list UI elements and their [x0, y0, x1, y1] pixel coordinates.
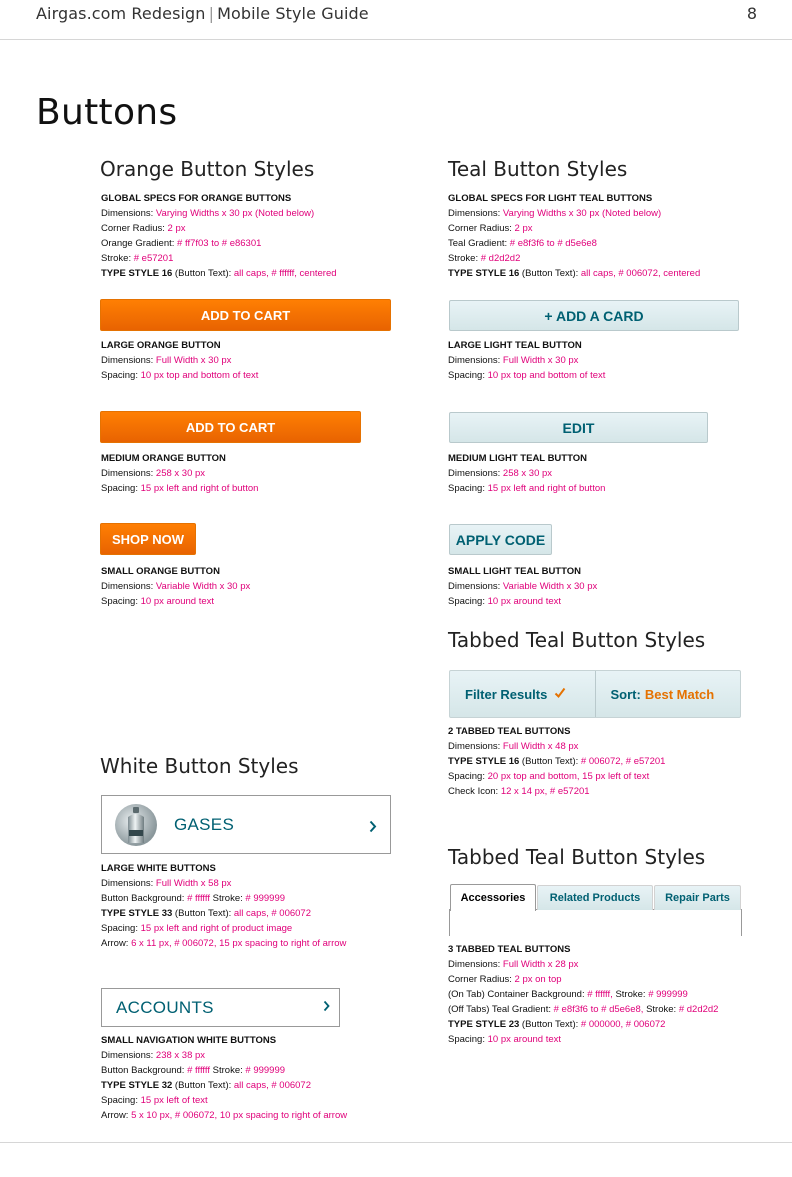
- spec-label: Button Background:: [101, 1065, 185, 1076]
- large-teal-heading: LARGE LIGHT TEAL BUTTON: [448, 340, 582, 351]
- spec-label: Spacing:: [448, 771, 485, 782]
- spec-value: 20 px top and bottom, 15 px left of text: [487, 771, 650, 782]
- spec-label: Stroke:: [646, 1004, 677, 1015]
- gas-cylinder-icon: [114, 803, 158, 847]
- spec-label: Corner Radius:: [101, 223, 165, 234]
- spec-value: # ffffff: [187, 1065, 210, 1076]
- orange-global-heading: GLOBAL SPECS FOR ORANGE BUTTONS: [101, 193, 292, 204]
- footer-divider: [0, 1142, 792, 1143]
- spec-value: # 999999: [245, 893, 286, 904]
- spec-value: 258 x 30 px: [502, 468, 553, 479]
- spec-value: 10 px top and bottom of text: [487, 370, 606, 381]
- chevron-right-icon: [323, 997, 330, 1017]
- tab-container: [449, 909, 742, 936]
- spec-value: Variable Width x 30 px: [502, 581, 598, 592]
- spec-label: TYPE STYLE 33: [101, 908, 173, 919]
- spec-value: 15 px left and right of button: [487, 483, 606, 494]
- spec-value: Full Width x 30 px: [502, 355, 579, 366]
- orange-global-specs: [101, 191, 337, 281]
- spec-label: (Button Text):: [521, 268, 579, 279]
- white-section-title: White Button Styles: [100, 754, 299, 778]
- spec-value: Variable Width x 30 px: [155, 581, 251, 592]
- add-to-cart-medium-button[interactable]: ADD TO CART: [100, 411, 361, 443]
- small-teal-heading: SMALL LIGHT TEAL BUTTON: [448, 566, 581, 577]
- spec-value: 12 x 14 px, # e57201: [500, 786, 590, 797]
- two-tabbed-teal-buttons: [449, 670, 741, 718]
- sort-label: Sort:: [610, 686, 641, 702]
- teal-global-heading: GLOBAL SPECS FOR LIGHT TEAL BUTTONS: [448, 193, 653, 204]
- spec-label: Spacing:: [101, 923, 138, 934]
- title-separator: |: [208, 4, 215, 23]
- spec-label: Spacing:: [101, 483, 138, 494]
- page-number: 8: [746, 4, 757, 23]
- spec-value: # ffffff,: [587, 989, 613, 1000]
- spec-label: Dimensions:: [448, 741, 501, 752]
- spec-value: # e8f3f6 to # d5e6e8: [509, 238, 597, 249]
- gases-button[interactable]: [101, 795, 391, 854]
- orange-section-title: Orange Button Styles: [100, 157, 315, 181]
- spec-label: (Button Text):: [521, 756, 579, 767]
- spec-label: Button Background:: [101, 893, 185, 904]
- spec-value: Full Width x 48 px: [502, 741, 579, 752]
- spec-value: # e8f3f6 to # d5e6e8,: [553, 1004, 644, 1015]
- spec-value: # 999999: [648, 989, 688, 1000]
- teal-global-specs: [448, 191, 700, 281]
- medium-teal-heading: MEDIUM LIGHT TEAL BUTTON: [448, 453, 587, 464]
- spec-label: Dimensions:: [101, 208, 154, 219]
- three-tabbed-teal-buttons: [449, 884, 742, 936]
- spec-label: Corner Radius:: [448, 974, 512, 985]
- gases-label: GASES: [174, 814, 235, 834]
- accounts-button[interactable]: [101, 988, 340, 1027]
- edit-button[interactable]: EDIT: [449, 412, 708, 443]
- spec-value: 15 px left and right of product image: [140, 923, 293, 934]
- apply-code-button[interactable]: APPLY CODE: [449, 524, 552, 555]
- spec-value: Varying Widths x 30 px (Noted below): [502, 208, 662, 219]
- two-tabbed-heading: 2 TABBED TEAL BUTTONS: [448, 726, 571, 737]
- sort-button[interactable]: [595, 671, 741, 717]
- large-orange-heading: LARGE ORANGE BUTTON: [101, 340, 221, 351]
- spec-label: (Button Text):: [521, 1019, 579, 1030]
- spec-label: Spacing:: [448, 596, 485, 607]
- spec-value: 238 x 38 px: [155, 1050, 206, 1061]
- check-icon: [554, 686, 566, 702]
- spec-label: Arrow:: [101, 1110, 129, 1121]
- spec-value: 2 px: [167, 223, 186, 234]
- spec-label: Dimensions:: [448, 468, 501, 479]
- spec-label: Spacing:: [101, 596, 138, 607]
- page-title: Buttons: [36, 92, 178, 133]
- spec-label: Stroke:: [101, 253, 132, 264]
- spec-label: TYPE STYLE 16: [101, 268, 173, 279]
- small-orange-specs: [101, 564, 250, 609]
- spec-label: Dimensions:: [101, 581, 154, 592]
- spec-value: 15 px left of text: [140, 1095, 208, 1106]
- page-header: [0, 0, 792, 40]
- spec-label: TYPE STYLE 16: [448, 268, 520, 279]
- spec-value: Varying Widths x 30 px (Noted below): [155, 208, 315, 219]
- document-title: [36, 4, 369, 23]
- spec-value: 2 px: [514, 223, 533, 234]
- spec-label: Stroke:: [212, 1065, 243, 1076]
- spec-value: 10 px around text: [487, 596, 562, 607]
- spec-value: # d2d2d2: [678, 1004, 719, 1015]
- spec-value: all caps, # 006072, centered: [580, 268, 701, 279]
- spec-label: Dimensions:: [448, 959, 501, 970]
- spec-label: TYPE STYLE 23: [448, 1019, 520, 1030]
- spec-value: 258 x 30 px: [155, 468, 206, 479]
- spec-label: Teal Gradient:: [448, 238, 508, 249]
- spec-label: (Button Text):: [174, 908, 232, 919]
- spec-value: 6 x 11 px, # 006072, 15 px spacing to right of arrow: [131, 938, 347, 949]
- spec-label: Dimensions:: [101, 468, 154, 479]
- spec-label: Dimensions:: [448, 355, 501, 366]
- spec-label: TYPE STYLE 32: [101, 1080, 173, 1091]
- spec-label: (Off Tabs) Teal Gradient:: [448, 1004, 551, 1015]
- two-tabbed-specs: [448, 724, 665, 799]
- spec-value: all caps, # 006072: [233, 908, 312, 919]
- spec-label: Orange Gradient:: [101, 238, 175, 249]
- large-teal-specs: [448, 338, 605, 383]
- spec-value: 10 px top and bottom of text: [140, 370, 259, 381]
- spec-value: # d2d2d2: [480, 253, 521, 264]
- spec-label: Dimensions:: [101, 355, 154, 366]
- spec-value: Full Width x 58 px: [155, 878, 232, 889]
- spec-label: (On Tab) Container Background:: [448, 989, 585, 1000]
- shop-now-button[interactable]: SHOP NOW: [100, 523, 196, 555]
- small-teal-specs: [448, 564, 597, 609]
- spec-value: 10 px around text: [487, 1034, 562, 1045]
- spec-label: (Button Text):: [174, 268, 232, 279]
- small-white-specs: [101, 1033, 347, 1123]
- medium-orange-heading: MEDIUM ORANGE BUTTON: [101, 453, 226, 464]
- document-title-right: Mobile Style Guide: [217, 4, 369, 23]
- large-orange-specs: [101, 338, 258, 383]
- tab-accessories[interactable]: Accessories: [450, 884, 536, 911]
- spec-label: Corner Radius:: [448, 223, 512, 234]
- spec-value: # ff7f03 to # e86301: [177, 238, 262, 249]
- spec-label: Spacing:: [448, 1034, 485, 1045]
- spec-value: 5 x 10 px, # 006072, 10 px spacing to right of arrow: [131, 1110, 348, 1121]
- spec-label: Stroke:: [212, 893, 243, 904]
- spec-value: # e57201: [133, 253, 174, 264]
- tabbed-teal-section-title: Tabbed Teal Button Styles: [448, 628, 706, 652]
- spec-value: 10 px around text: [140, 596, 215, 607]
- small-orange-heading: SMALL ORANGE BUTTON: [101, 566, 220, 577]
- add-a-card-button[interactable]: + ADD A CARD: [449, 300, 739, 331]
- tab-related-products[interactable]: Related Products: [537, 885, 653, 910]
- spec-value: # 006072, # e57201: [580, 756, 666, 767]
- medium-teal-specs: [448, 451, 605, 496]
- filter-results-label: Filter Results: [465, 686, 548, 702]
- medium-orange-specs: [101, 451, 258, 496]
- spec-label: Dimensions:: [448, 581, 501, 592]
- chevron-right-icon: [369, 814, 377, 838]
- spec-label: Spacing:: [448, 483, 485, 494]
- spec-label: Check Icon:: [448, 786, 499, 797]
- spec-label: Spacing:: [101, 370, 138, 381]
- spec-label: Dimensions:: [101, 878, 154, 889]
- spec-label: Arrow:: [101, 938, 129, 949]
- teal-section-title: Teal Button Styles: [448, 157, 628, 181]
- tab-repair-parts[interactable]: Repair Parts: [654, 885, 741, 910]
- large-white-specs: [101, 861, 346, 951]
- document-title-left: Airgas.com Redesign: [36, 4, 206, 23]
- spec-value: # 999999: [245, 1065, 286, 1076]
- spec-value: all caps, # ffffff, centered: [233, 268, 337, 279]
- add-to-cart-large-button[interactable]: ADD TO CART: [100, 299, 391, 331]
- spec-value: all caps, # 006072: [233, 1080, 312, 1091]
- spec-label: Dimensions:: [101, 1050, 154, 1061]
- spec-label: Stroke:: [448, 253, 479, 264]
- spec-value: # ffffff: [187, 893, 210, 904]
- spec-label: Dimensions:: [448, 208, 501, 219]
- spec-label: TYPE STYLE 16: [448, 756, 520, 767]
- spec-label: Spacing:: [101, 1095, 138, 1106]
- spec-value: 15 px left and right of button: [140, 483, 259, 494]
- small-white-heading: SMALL NAVIGATION WHITE BUTTONS: [101, 1035, 277, 1046]
- three-tabbed-heading: 3 TABBED TEAL BUTTONS: [448, 944, 571, 955]
- spec-label: Stroke:: [615, 989, 646, 1000]
- spec-value: 2 px on top: [514, 974, 562, 985]
- filter-results-button[interactable]: [450, 671, 595, 717]
- tabbed-teal-section-title-2: Tabbed Teal Button Styles: [448, 845, 706, 869]
- spec-label: (Button Text):: [174, 1080, 232, 1091]
- accounts-label: ACCOUNTS: [116, 997, 214, 1017]
- three-tabbed-specs: [448, 942, 718, 1047]
- spec-label: Spacing:: [448, 370, 485, 381]
- spec-value: Full Width x 28 px: [502, 959, 579, 970]
- sort-value: Best Match: [644, 686, 715, 702]
- large-white-heading: LARGE WHITE BUTTONS: [101, 863, 216, 874]
- spec-value: Full Width x 30 px: [155, 355, 232, 366]
- spec-value: # 000000, # 006072: [580, 1019, 666, 1030]
